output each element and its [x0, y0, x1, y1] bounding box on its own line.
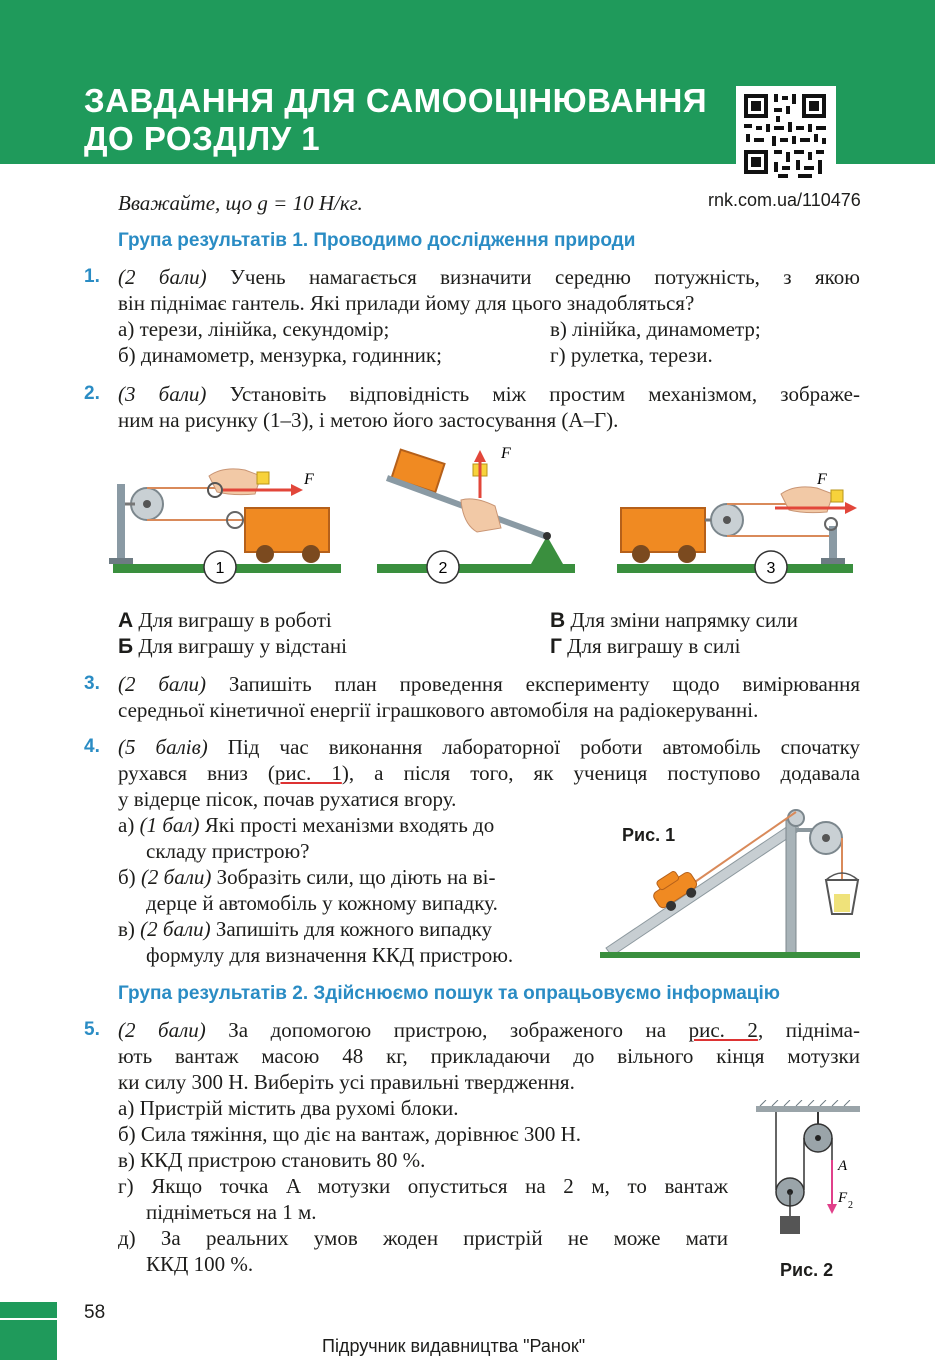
- option-a: А Для виграшу в роботі: [118, 608, 332, 632]
- option-g: Г Для виграшу в силі: [550, 634, 741, 658]
- option: а) терези, лінійка, секундомір;: [118, 317, 390, 341]
- option-v: В Для зміни напрямку сили: [550, 608, 798, 632]
- option: б) динамометр, мензурка, годинник;: [118, 343, 442, 367]
- figure-link[interactable]: рис. 1: [274, 761, 342, 785]
- points: (5 балів): [118, 735, 208, 759]
- option: г) рулетка, терези.: [550, 343, 713, 367]
- resource-link[interactable]: rnk.com.ua/110476: [708, 190, 861, 210]
- option-b: Б Для виграшу у відстані: [118, 634, 347, 658]
- question-text: Учень намагається визначити середню потужність, з якою: [230, 265, 860, 289]
- intro-note: Вважайте, що g = 10 Н/кг.: [118, 191, 363, 215]
- question-5: (2 бали) За допомогою пристрою, зображеного на рис. 2, підніма- ють вантаж масою 48 кг, прикладаючи до вільного кінця мотузки ки силу 300 Н. Виберіть усі правильні твердження.: [118, 1018, 860, 1094]
- qr-code[interactable]: [736, 86, 836, 184]
- figure-number: 2: [438, 560, 448, 577]
- subquestion-a: а) (1 бал) Які прості механізми входять до складу пристрою?: [118, 813, 495, 863]
- option: б) Сила тяжіння, що діє на вантаж, дорівнює 300 Н.: [118, 1122, 582, 1146]
- question-text: Установіть відповідність між простим механізмом, зображе-: [229, 382, 860, 406]
- force-label: F: [304, 471, 314, 488]
- points: (3 бали): [118, 382, 207, 406]
- points: (2 бали): [118, 1018, 206, 1042]
- publisher-footer: Підручник видавництва "Ранок": [322, 1336, 586, 1356]
- subquestion-c: в) (2 бали) Запишіть для кожного випадку формулу для визначення ККД пристрою.: [118, 917, 514, 967]
- incline-figure: [600, 800, 862, 962]
- group-heading-2: Група результатів 2. Здійснюємо пошук та опрацьовуємо інформацію: [118, 983, 780, 1004]
- force-label: F: [501, 445, 511, 462]
- question-1: [118, 264, 860, 316]
- point-label: A: [838, 1158, 848, 1174]
- option: а) Пристрій містить два рухомі блоки.: [118, 1096, 459, 1120]
- question-number: 1.: [84, 266, 100, 287]
- pulley-figure: [752, 1100, 864, 1252]
- simple-machines-figure: [105, 436, 860, 586]
- figure-caption: Рис. 2: [780, 1260, 834, 1280]
- question-number: 4.: [84, 736, 100, 757]
- question-number: 2.: [84, 383, 100, 404]
- force-label: F: [838, 1190, 848, 1206]
- page-title: [84, 82, 707, 158]
- question-text: у відерце пісок, почав рухатися вгору.: [118, 787, 457, 811]
- question-text: Запишіть план проведення експерименту щодо вимірювання: [228, 672, 860, 696]
- footer-divider: [0, 1318, 57, 1320]
- option: г) Якщо точка A мотузки опуститься на 2 м, то вантаж підніметься на 1 м.: [118, 1174, 728, 1224]
- force-label: F: [817, 471, 827, 488]
- question-3: [118, 671, 860, 723]
- option: в) лінійка, динамометр;: [550, 317, 761, 341]
- points: (2 бали): [118, 265, 207, 289]
- figure-link[interactable]: рис. 2: [688, 1018, 758, 1042]
- points: (2 бали): [118, 672, 207, 696]
- group-heading-1: Група результатів 1. Проводимо дослідження природи: [118, 230, 636, 251]
- footer-bar: [0, 1302, 57, 1360]
- option: в) ККД пристрою становить 80 %.: [118, 1148, 426, 1172]
- question-text: середньої кінетичної енергії іграшкового автомобіля на радіокеруванні.: [118, 698, 759, 722]
- option: д) За реальних умов жоден пристрій не може мати ККД 100 %.: [118, 1226, 728, 1276]
- figure-caption: Рис. 1: [622, 825, 676, 845]
- figure-number: 1: [215, 560, 225, 577]
- title-line-1: ЗАВДАННЯ ДЛЯ САМООЦІНЮВАННЯ: [84, 82, 708, 119]
- question-4: (5 балів) Під час виконання лабораторної роботи автомобіль спочатку рухався вниз (рис. 1), а після того, як учениця поступово додавала у відерце пісок, почав рухатися вгору.: [118, 735, 861, 811]
- subquestion-b: б) (2 бали) Зобразіть сили, що діють на ві- дерце й автомобіль у кожному випадку.: [118, 865, 498, 915]
- question-text: він піднімає гантель. Які прилади йому для цього знадобляться?: [118, 291, 695, 315]
- title-line-2: ДО РОЗДІЛУ 1: [84, 120, 321, 157]
- figure-number: 3: [766, 560, 776, 577]
- question-text: ним на рисунку (1–3), і метою його застосування (А–Г).: [118, 408, 619, 432]
- question-text: Під час виконання лабораторної роботи автомобіль спочатку: [227, 735, 861, 759]
- question-number: 5.: [84, 1019, 100, 1040]
- page-number: 58: [84, 1302, 106, 1323]
- question-number: 3.: [84, 673, 100, 694]
- question-2: [118, 381, 860, 433]
- force-subscript: 2: [848, 1200, 853, 1211]
